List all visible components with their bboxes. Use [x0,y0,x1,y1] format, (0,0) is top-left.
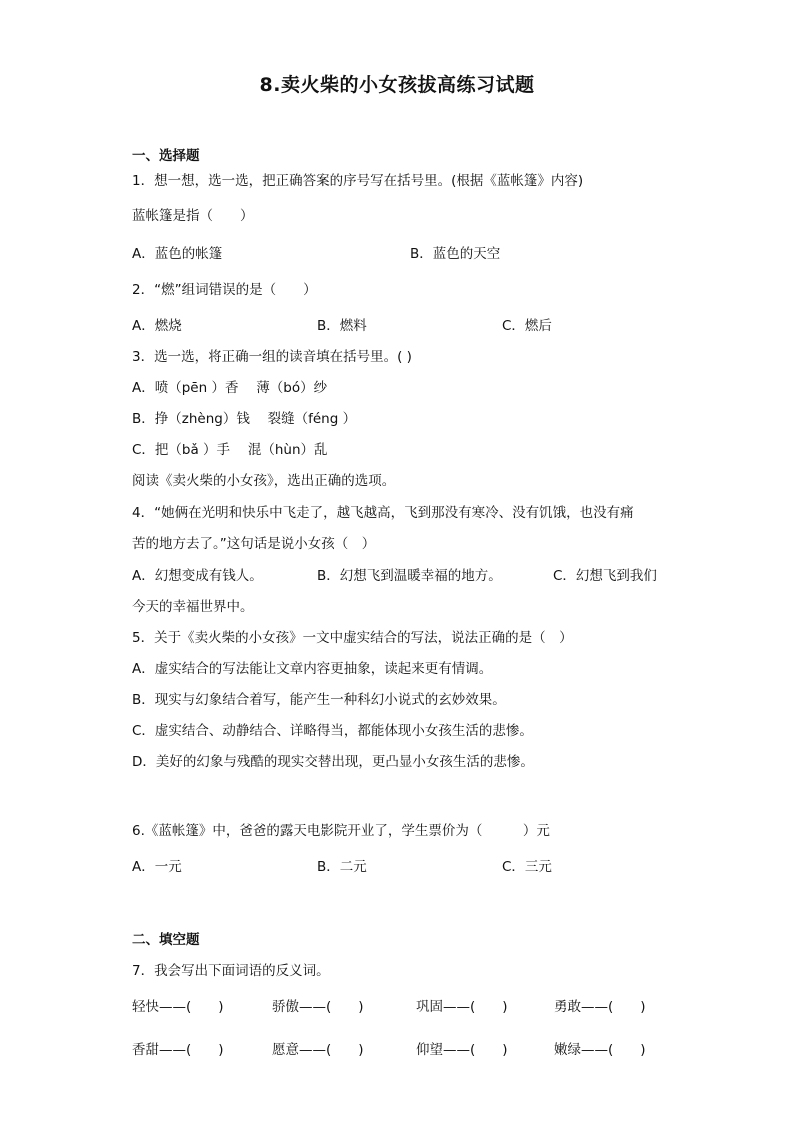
question-2-option-b[interactable]: B．燃料 [317,318,367,334]
question-3-option-a[interactable]: A．喷（pēn ）香 薄（bó）纱 [132,380,328,396]
passage-instruction: 阅读《卖火柴的小女孩》，选出正确的选项。 [132,473,396,489]
antonym-blank[interactable]: 愿意——( ) [272,1042,364,1058]
antonym-blank[interactable]: 勇敢——( ) [554,999,646,1015]
question-1-sub: 蓝帐篷是指（ ） [132,208,254,224]
question-5-stem: 5．关于《卖火柴的小女孩》一文中虚实结合的写法，说法正确的是（ ） [132,630,573,646]
question-6-option-a[interactable]: A．一元 [132,859,182,875]
question-4-option-c-continued: 今天的幸福世界中。 [132,599,254,615]
question-2-stem: 2．“燃”组词错误的是（ ） [132,282,317,298]
antonym-blank[interactable]: 巩固——( ) [416,999,508,1015]
question-4-stem-line2: 苦的地方去了。”这句话是说小女孩（ ） [132,536,376,552]
question-6-option-c[interactable]: C．三元 [502,859,552,875]
question-4-stem-line1: 4．“她俩在光明和快乐中飞走了，越飞越高，飞到那没有寒冷、没有饥饿，也没有痛 [132,505,634,521]
question-3-option-b[interactable]: B．挣（zhèng）钱 裂缝（féng ） [132,411,357,427]
question-7-stem: 7．我会写出下面词语的反义词。 [132,963,330,979]
section-heading-choice: 一、选择题 [132,148,200,164]
question-1-stem: 1．想一想，选一选，把正确答案的序号写在括号里。(根据《蓝帐篷》内容) [132,173,584,189]
question-5-option-d[interactable]: D．美好的幻象与残酷的现实交替出现，更凸显小女孩生活的悲惨。 [132,754,534,770]
question-4-option-a[interactable]: A．幻想变成有钱人。 [132,568,263,584]
question-6-stem: 6.《蓝帐篷》中，爸爸的露天电影院开业了，学生票价为（ ）元 [132,823,550,839]
question-6-option-b[interactable]: B．二元 [317,859,367,875]
question-5-option-c[interactable]: C．虚实结合、动静结合、详略得当，都能体现小女孩生活的悲惨。 [132,723,533,739]
question-3-stem: 3．选一选，将正确一组的读音填在括号里。( ) [132,349,412,365]
question-2-option-c[interactable]: C．燃后 [502,318,552,334]
page-title: 8.卖火柴的小女孩拔高练习试题 [259,74,535,96]
question-4-option-c[interactable]: C．幻想飞到我们 [553,568,657,584]
question-4-option-b[interactable]: B．幻想飞到温暖幸福的地方。 [317,568,502,584]
antonym-blank[interactable]: 轻快——( ) [132,999,224,1015]
question-5-option-a[interactable]: A．虚实结合的写法能让文章内容更抽象，读起来更有情调。 [132,661,493,677]
antonym-blank[interactable]: 骄傲——( ) [272,999,364,1015]
antonym-blank[interactable]: 仰望——( ) [416,1042,508,1058]
question-2-option-a[interactable]: A．燃烧 [132,318,182,334]
question-1-option-a[interactable]: A．蓝色的帐篷 [132,246,223,262]
antonym-blank[interactable]: 香甜——( ) [132,1042,224,1058]
section-heading-fill: 二、填空题 [132,932,200,948]
antonym-blank[interactable]: 嫩绿——( ) [554,1042,646,1058]
question-3-option-c[interactable]: C．把（bǎ ）手 混（hùn）乱 [132,442,328,458]
question-5-option-b[interactable]: B．现实与幻象结合着写，能产生一种科幻小说式的玄妙效果。 [132,692,506,708]
question-1-option-b[interactable]: B．蓝色的天空 [410,246,501,262]
